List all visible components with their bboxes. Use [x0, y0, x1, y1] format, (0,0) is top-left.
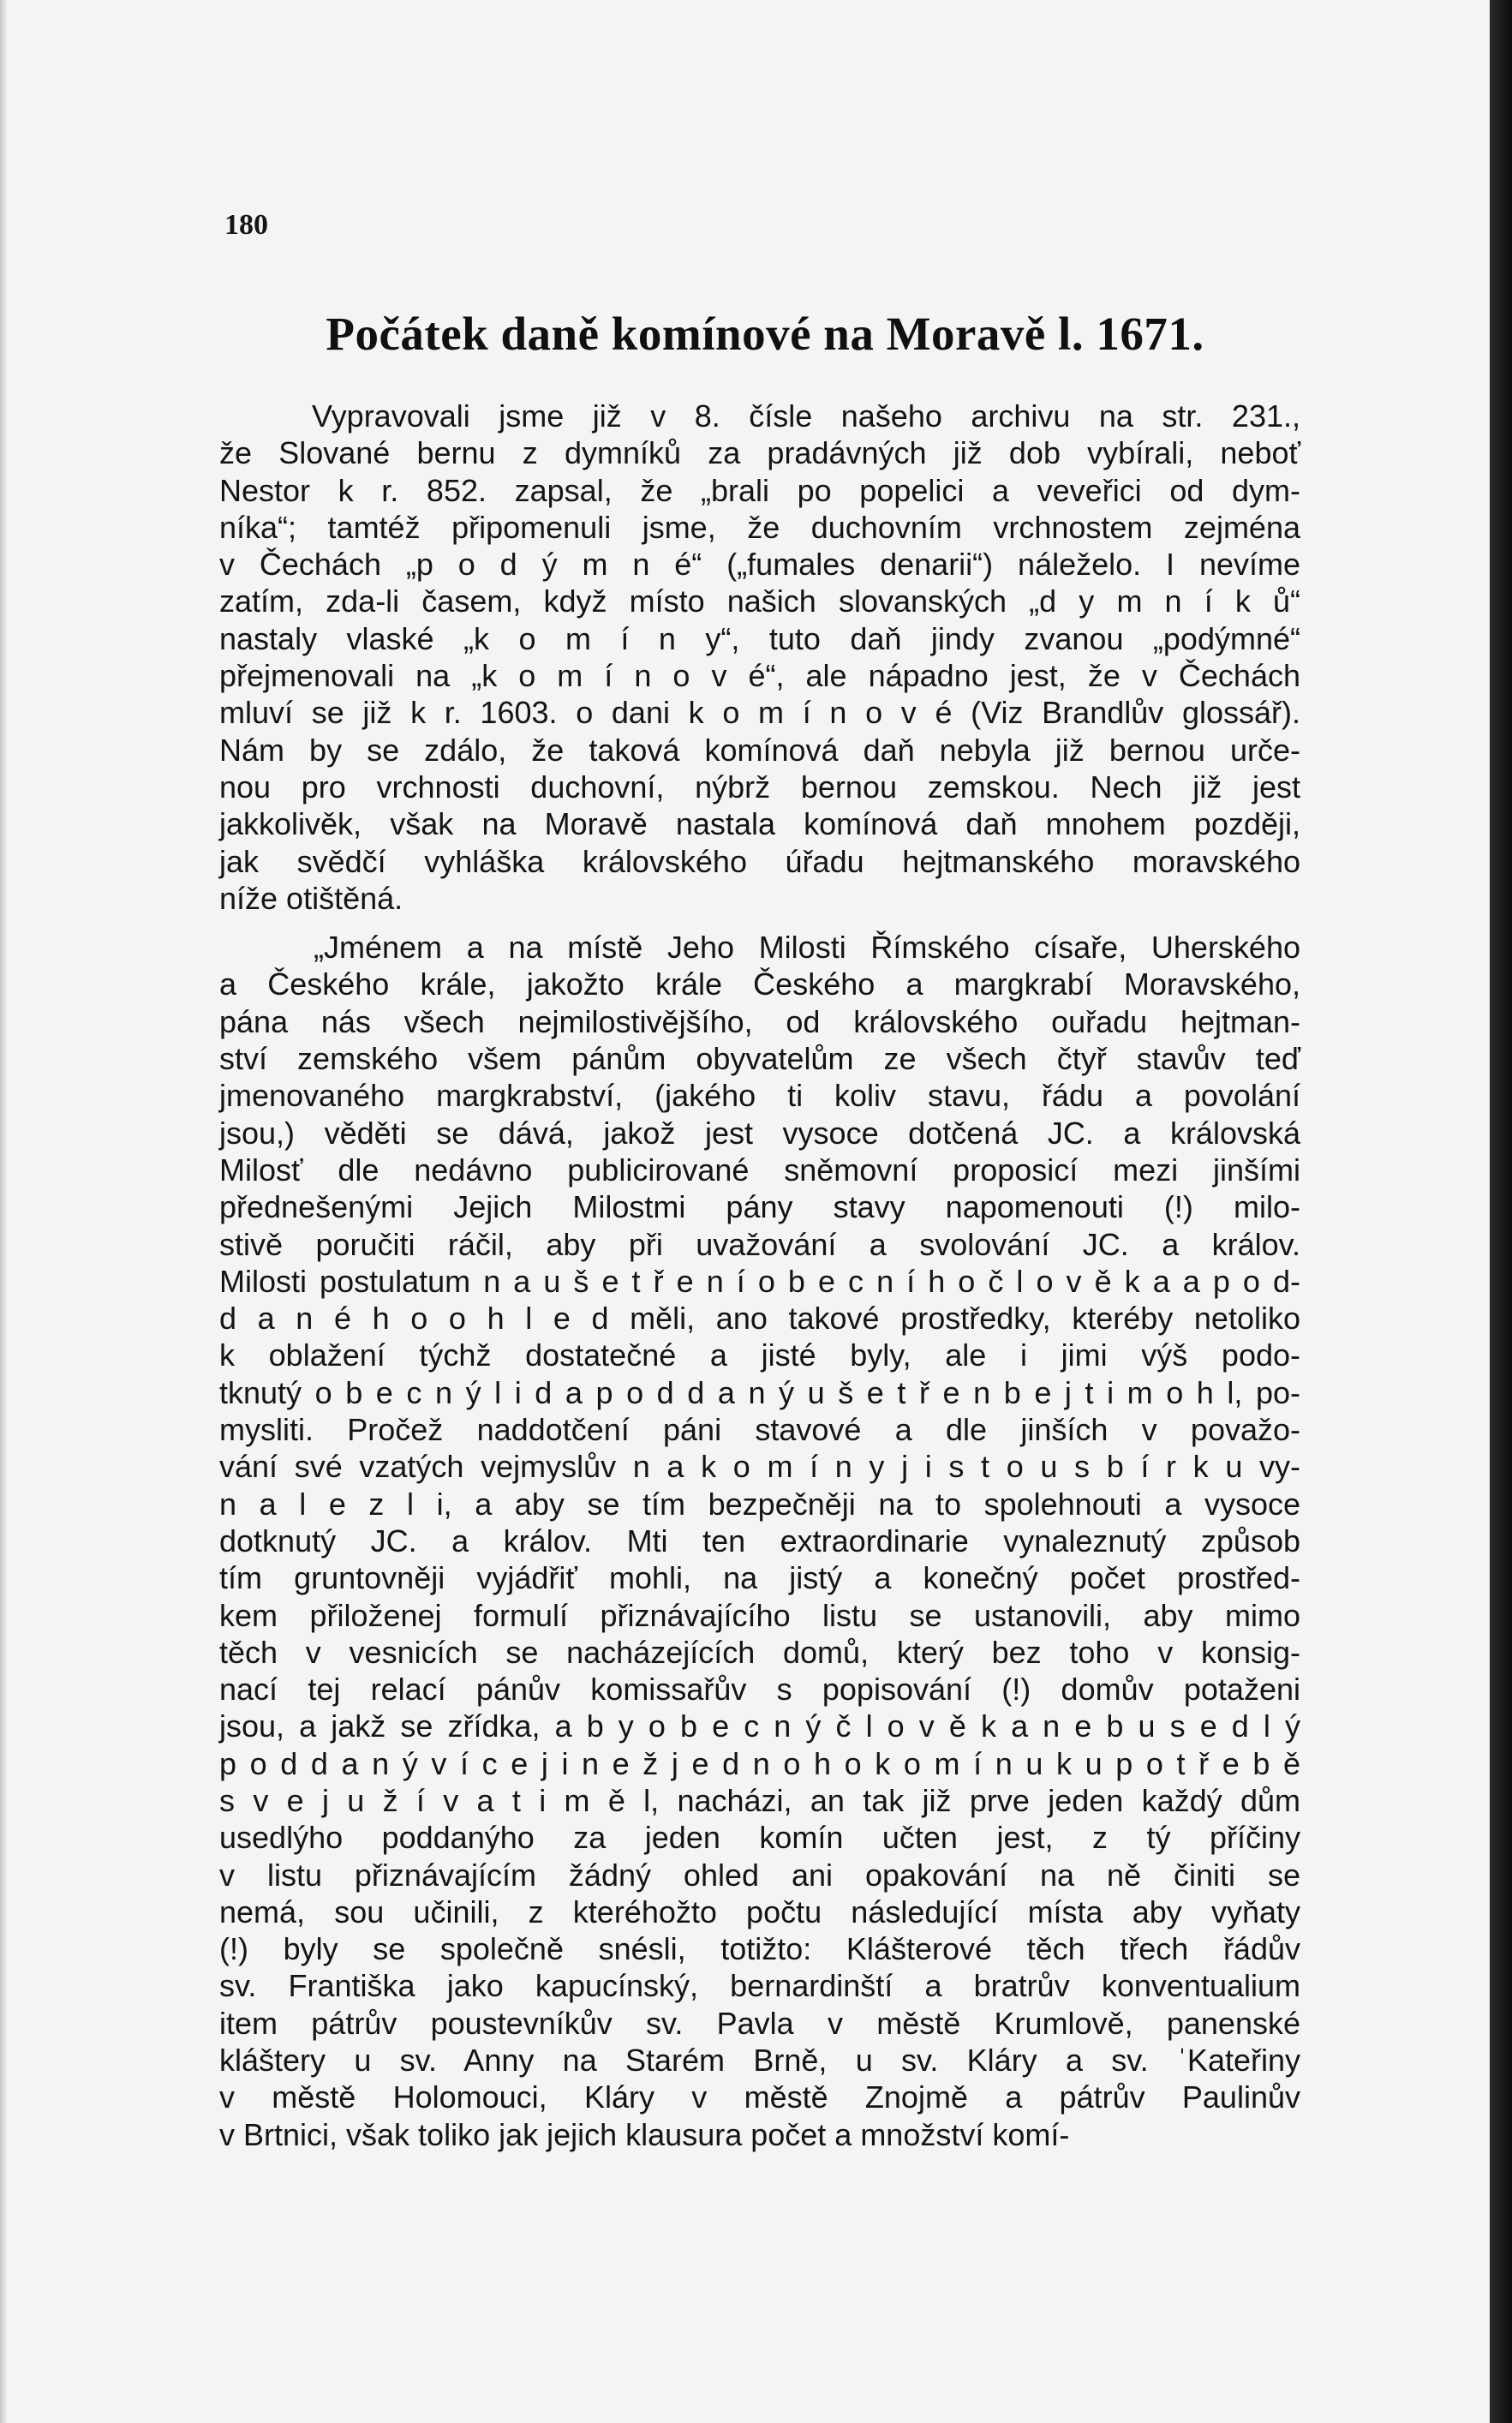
text-line: (!) byly se společně snésli, totižto: Klášterové těch třech řádův — [219, 1931, 1300, 1967]
text-line: jsou,) věděti se dává, jakož jest vysoce dotčená JC. a královská — [219, 1115, 1300, 1151]
text-line: ství zemského všem pánům obyvatelům ze všech čtyř stavův teď — [219, 1041, 1300, 1077]
text-line: d a n é h o o h l e d měli, ano takové prostředky, kteréby netoliko — [219, 1301, 1300, 1337]
text-line: tím gruntovněji vyjádřiť mohli, na jistý a konečný počet prostřed- — [219, 1560, 1300, 1596]
paragraph-2 — [219, 929, 1300, 2153]
text-line: mluví se již k r. 1603. o dani k o m í n o v é (Viz Brandlův glossář). — [219, 695, 1300, 731]
text-line: přednešenými Jejich Milostmi pány stavy napomenouti (!) milo- — [219, 1189, 1300, 1225]
paragraph-gap — [219, 917, 1300, 929]
text-line: jmenovaného margkrabství, (jakého ti koliv stavu, řádu a povolání — [219, 1078, 1300, 1114]
text-line: kláštery u sv. Anny na Starém Brně, u sv. Kláry a sv. ˈKateřiny — [219, 2043, 1300, 2079]
text-line: zatím, zda-li časem, když místo našich slovanských „d y m n í k ů“ — [219, 583, 1300, 619]
text-line: sv. Františka jako kapucínský, bernardinští a bratrův konventualium — [219, 1968, 1300, 2004]
text-line: Milosť dle nedávno publicirované sněmovní proposicí mezi jinšími — [219, 1152, 1300, 1188]
text-line: v městě Holomouci, Kláry v městě Znojmě a pátrův Paulinův — [219, 2079, 1300, 2115]
text-line: pána nás všech nejmilostivějšího, od královského ouřadu hejtman- — [219, 1003, 1300, 1039]
scan-edge-right — [1490, 0, 1512, 2423]
text-line: v Brtnici, však toliko jak jejich klausura počet a množství komí- — [219, 2116, 1070, 2152]
text-line: Nestor k r. 852. zapsal, že „brali po popelici a veveřici od dym- — [219, 472, 1300, 508]
text-line: níka“; tamtéž připomenuli jsme, že duchovním vrchnostem zejména — [219, 509, 1300, 545]
article-title: Počátek daně komínové na Moravě l. 1671. — [326, 308, 1204, 360]
text-line: s v e j u ž í v a t i m ě l, nacházi, an tak již prve jeden každý dům — [219, 1782, 1300, 1818]
text-line: a Českého krále, jakožto krále Českého a margkrabí Moravského, — [219, 966, 1300, 1002]
text-line: Milosti postulatum n a u š e t ř e n í o b e c n í h o č l o v ě k a a p o d- — [219, 1263, 1300, 1299]
text-line: jsou, a jakž se zřídka, a b y o b e c n ý č l o v ě k a n e b u s e d l ý — [219, 1708, 1300, 1744]
text-line: nemá, sou učinili, z kteréhožto počtu následující místa aby vyňaty — [219, 1894, 1300, 1929]
text-line: p o d d a n ý v í c e j i n e ž j e d n o h o k o m í n u k u p o t ř e b ě — [219, 1745, 1300, 1781]
text-line: item pátrův poustevníkův sv. Pavla v městě Krumlově, panenské — [219, 2005, 1300, 2041]
text-line: jakkolivěk, však na Moravě nastala komínová daň mnohem později, — [219, 806, 1300, 842]
text-line: jak svědčí vyhláška královského úřadu hejtmanského moravského — [219, 843, 1300, 879]
text-line: nastaly vlaské „k o m í n y“, tuto daň jindy zvanou „podýmné“ — [219, 620, 1300, 656]
text-line: níže otištěná. — [219, 880, 403, 916]
text-line: Nám by se zdálo, že taková komínová daň nebyla již bernou urče- — [219, 732, 1300, 768]
paragraph-1 — [219, 398, 1300, 917]
text-line: „Jménem a na místě Jeho Milosti Římského císaře, Uherského — [314, 930, 1300, 966]
text-line: nou pro vrchnosti duchovní, nýbrž bernou zemskou. Nech již jest — [219, 769, 1300, 805]
text-line: kem přiloženej formulí přiznávajícího listu se ustanovili, aby mimo — [219, 1597, 1300, 1633]
text-line: vání své vzatých vejmyslův n a k o m í n y j i s t o u s b í r k u vy- — [219, 1449, 1300, 1485]
text-line: nací tej relací pánův komissařův s popisování (!) domův potaženi — [219, 1672, 1300, 1708]
text-line: tknutý o b e c n ý l i d a p o d d a n ý u š e t ř e n b e j t i m o h l, po- — [219, 1374, 1300, 1410]
scan-edge-left — [0, 0, 7, 2423]
text-line: přejmenovali na „k o m í n o v é“, ale nápadno jest, že v Čechách — [219, 658, 1300, 694]
text-line: těch v vesnicích se nacházejících domů, který bez toho v konsig- — [219, 1634, 1300, 1670]
text-line: n a l e z l i, a aby se tím bezpečněji na to spolehnouti a vysoce — [219, 1486, 1300, 1522]
article-body — [219, 398, 1300, 2153]
page-number: 180 — [224, 209, 268, 241]
text-line: k oblažení týchž dostatečné a jisté byly, ale i jimi výš podo- — [219, 1337, 1300, 1373]
text-line: stivě poručiti ráčil, aby při uvažování a svolování JC. a králov. — [219, 1226, 1300, 1262]
text-line: mysliti. Pročež naddotčení páni stavové a dle jinších v považo- — [219, 1412, 1300, 1448]
text-line: Vypravovali jsme již v 8. čísle našeho archivu na str. 231., — [312, 398, 1300, 434]
text-line: že Slované bernu z dymníků za pradávných již dob vybírali, neboť — [219, 435, 1300, 471]
text-line: v Čechách „p o d ý m n é“ („fumales denarii“) náleželo. I nevíme — [219, 547, 1300, 583]
text-line: v listu přiznávajícím žádný ohled ani opakování na ně činiti se — [219, 1857, 1300, 1893]
text-line: dotknutý JC. a králov. Mti ten extraordinarie vynaleznutý způsob — [219, 1523, 1300, 1558]
text-line: usedlýho poddanýho za jeden komín učten jest, z tý příčiny — [219, 1820, 1300, 1856]
